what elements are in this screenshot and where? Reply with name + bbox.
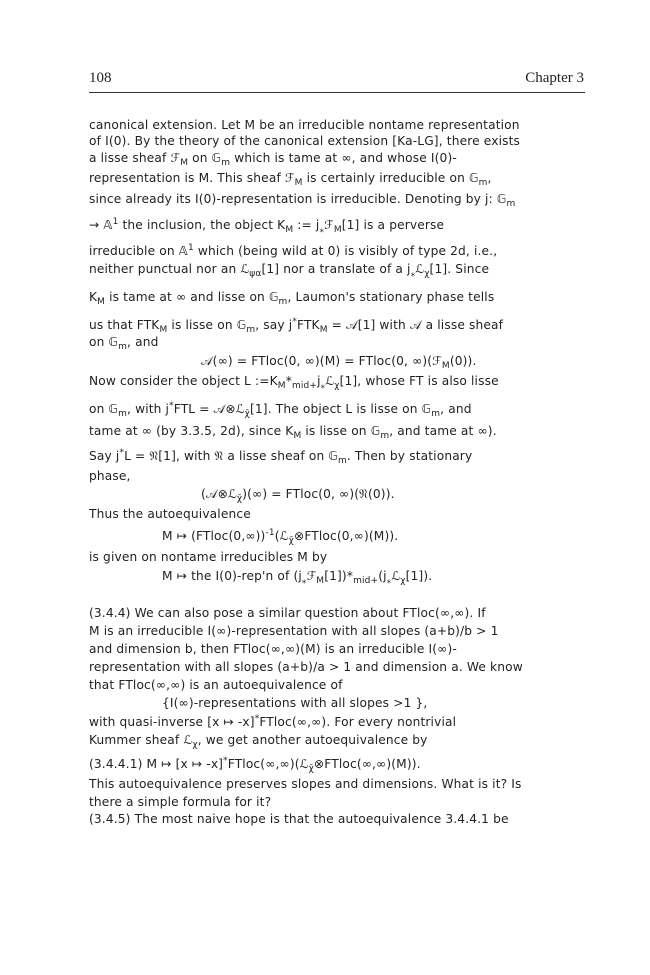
text-line [89,217,444,235]
text-run: χ̄ [244,409,250,419]
text-line [89,733,428,750]
text-run: there a simple formula for it? [89,795,272,809]
text-run: M ↦ (FTloc(0,∞)) [162,529,266,543]
text-line [162,569,432,586]
text-run: ℱ [324,218,334,232]
text-run: FTloc(∞,∞)(ℒ [227,757,309,771]
text-line [162,696,427,710]
text-line [89,448,472,466]
text-run: χ [334,381,340,391]
text-line [89,374,499,391]
header-rule [89,92,585,93]
text-line [89,469,131,483]
text-run: ℱ [306,569,317,583]
text-run: ⁎ [320,381,326,391]
text-run: (3.4.4.1) M ↦ [x ↦ -x] [89,757,224,771]
text-line [89,151,457,168]
text-line [89,507,251,521]
text-run: j [317,374,321,388]
text-line [89,714,456,729]
text-run: m [221,158,231,168]
text-run: M [294,178,303,188]
text-run: [1]. Since [429,262,490,276]
text-run: which is tame at ∞, and whose I(0)- [230,151,457,165]
text-run: the inclusion, the object K [118,218,286,232]
text-run: = 𝒜[1] with 𝒜 a lisse sheaf [327,318,504,332]
text-run: (j [378,569,387,583]
text-line [89,335,158,352]
text-run: [1] nor a translate of a j [261,262,411,276]
text-run: This autoequivalence preserves slopes and dimensions. What is it? Is [89,777,522,791]
text-run: * [254,714,260,724]
text-run: ⁎ [386,576,392,586]
text-run: * [285,374,292,388]
text-run: -1 [265,528,275,538]
text-run: is lisse on 𝔾 [301,424,381,438]
text-line [89,171,492,188]
text-run: canonical extension. Let M be an irreducible nontame representation [89,118,520,132]
text-run: us that FTK [89,318,160,332]
text-run: m [431,409,441,419]
text-line [201,354,477,371]
text-run: on 𝔾 [188,151,222,165]
text-run: 1 [112,217,119,227]
text-run: neither punctual nor an ℒ [89,262,250,276]
text-run: M [319,325,328,335]
text-run: m [506,199,516,209]
text-run: m [337,456,347,466]
text-run: m [118,342,128,352]
text-run: )(∞) = FTloc(0, ∞)(𝔑(0)). [242,487,395,501]
text-run: (0)). [449,354,477,368]
text-run: M is an irreducible I(∞)-representation with all slopes (a+b)/b > 1 [89,624,499,638]
text-run: χ̄ [288,536,294,546]
text-line [89,642,457,656]
text-run: irreducible on 𝔸 [89,244,188,258]
text-run: M [293,431,302,441]
text-line [89,678,343,692]
text-run: is lisse on 𝔾 [167,318,247,332]
text-run: := j [293,218,320,232]
text-run: m [478,178,488,188]
text-run: Say j [89,449,120,463]
text-line [89,660,523,674]
text-run: Now consider the object L :=K [89,374,278,388]
text-line [89,401,472,419]
text-line [89,756,421,774]
text-line [89,624,498,638]
text-run: ⊗FTloc(0,∞)(M)). [293,529,399,543]
text-run: [1])* [324,569,354,583]
text-run: M ↦ the I(0)-rep'n of (j [162,569,302,583]
text-run: M [277,381,286,391]
text-run: on 𝔾 [89,335,119,349]
text-run: FTL = 𝒜⊗ℒ [173,402,245,416]
text-line [89,812,509,826]
text-run: Kummer sheaf ℒ [89,733,193,747]
text-run: (3.4.4) We can also pose a similar question about FTloc(∞,∞). If [89,606,486,620]
text-run: M [180,158,189,168]
text-run: ℒ [415,262,425,276]
text-run: (𝒜⊗ℒ [201,487,237,501]
text-run: * [223,756,228,766]
text-run: , and tame at ∞). [389,424,497,438]
text-run: {I(∞)-representations with all slopes >1 }, [162,696,428,710]
text-run: , and [127,335,159,349]
text-run: ⁎ [301,576,307,586]
text-run: * [169,401,174,411]
text-run: since already its I(0)-representation is irreducible. Denoting by j: 𝔾 [89,192,507,206]
text-run: ⁎ [410,269,416,279]
text-run: ⁎ [319,225,325,235]
text-run: is given on nontame irreducibles M by [89,550,328,564]
text-run: mid+ [353,576,379,586]
text-run: [1]). [405,569,433,583]
text-run: and dimension b, then FTloc(∞,∞)(M) is an irreducible I(∞)- [89,642,457,656]
text-run: * [119,448,125,458]
text-run: mid+ [291,381,318,391]
text-run: , say j [255,318,293,332]
text-run: of I(0). By the theory of the canonical extension [Ka-LG], there exists [89,134,521,148]
text-run: 1 [187,243,194,253]
text-run: [1] is a perverse [341,218,445,232]
text-run: . Then by stationary [346,449,473,463]
text-run: ⊗FTloc(∞,∞)(M)). [313,757,421,771]
text-run: m [278,297,288,307]
text-run: m [380,431,390,441]
text-run: χ̄ [236,494,243,504]
text-run: χ [424,269,430,279]
page-number: 108 [89,70,112,86]
text-line [89,317,503,335]
text-run: M [316,576,325,586]
text-run: ψα [249,269,262,279]
text-line [89,550,327,564]
text-run: phase, [89,469,131,483]
text-run: on 𝔾 [89,402,119,416]
text-run: (ℒ [274,529,289,543]
text-run: Thus the autoequivalence [89,507,251,521]
text-run: [1]. The object L is lisse on 𝔾 [249,402,432,416]
text-run: M [97,297,106,307]
text-run: χ [400,576,406,586]
text-run: , and [440,402,472,416]
chapter-title: Chapter 3 [525,70,584,86]
text-line [89,192,515,209]
text-run: m [118,409,128,419]
text-run: is certainly irreducible on 𝔾 [302,171,479,185]
text-run: that FTloc(∞,∞) is an autoequivalence of [89,678,343,692]
text-run: , we get another autoequivalence by [197,733,428,747]
text-line [89,118,520,132]
text-run: M [159,325,168,335]
text-run: , with j [127,402,170,416]
text-run: L = 𝔑[1], with 𝔑 a lisse sheaf on 𝔾 [124,449,338,463]
text-line [89,795,271,809]
text-run: with quasi-inverse [x ↦ -x] [89,715,255,729]
text-run: representation is M. This sheaf ℱ [89,171,295,185]
text-run: is tame at ∞ and lisse on 𝔾 [105,290,279,304]
text-run: χ̄ [308,764,314,774]
text-run: (3.4.5) The most naive hope is that the autoequivalence 3.4.4.1 be [89,812,509,826]
text-run: χ [192,740,198,750]
text-run: , Laumon's stationary phase tells [287,290,495,304]
text-run: a lisse sheaf ℱ [89,151,181,165]
text-run: representation with all slopes (a+b)/a > 1 and dimension a. We know [89,660,523,674]
text-run: , [487,171,492,185]
text-run: [1], whose FT is also lisse [339,374,499,388]
text-line [162,528,398,546]
text-run: 𝒜(∞) = FTloc(0, ∞)(M) = FTloc(0, ∞)(ℱ [201,354,442,368]
text-line [89,606,486,620]
text-run: which (being wild at 0) is visibly of type 2d, i.e., [193,244,498,258]
text-run: M [441,361,450,371]
text-line [89,134,520,148]
text-run: FTK [297,318,320,332]
text-run: M [285,225,294,235]
text-line [89,262,489,279]
text-run: * [292,317,297,327]
text-run: M [333,225,342,235]
text-run: → 𝔸 [89,218,113,232]
text-run: tame at ∞ (by 3.3.5, 2d), since K [89,424,294,438]
text-run: ℒ [325,374,335,388]
text-run: K [89,290,98,304]
text-line [89,424,497,441]
text-line [89,243,497,258]
text-line [89,290,494,307]
text-line [89,777,522,791]
text-run: m [246,325,256,335]
text-run: ℒ [391,569,401,583]
text-run: FTloc(∞,∞). For every nontrivial [259,715,457,729]
text-line [201,487,395,504]
